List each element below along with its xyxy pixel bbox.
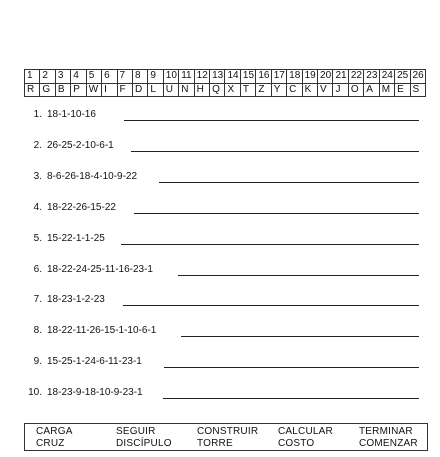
item-code: 18-23-1-2-23 xyxy=(47,294,105,305)
puzzle-item xyxy=(0,170,440,190)
key-letter: N xyxy=(179,83,194,97)
key-number: 15 xyxy=(240,70,255,84)
item-number: 9. xyxy=(33,356,42,367)
item-number: 2. xyxy=(33,140,42,151)
item-number: 1. xyxy=(33,109,42,120)
key-letter: K xyxy=(302,83,317,97)
key-letter: D xyxy=(132,83,147,97)
answer-line[interactable] xyxy=(164,367,419,368)
answer-line[interactable] xyxy=(123,305,419,306)
item-number: 10. xyxy=(28,387,42,398)
answer-line[interactable] xyxy=(134,213,419,214)
item-code: 18-1-10-16 xyxy=(47,109,96,120)
key-letter: A xyxy=(364,83,379,97)
key-number: 12 xyxy=(194,70,209,84)
key-letter: E xyxy=(395,83,410,97)
key-number: 20 xyxy=(318,70,333,84)
key-letter: G xyxy=(40,83,55,97)
puzzle-item xyxy=(0,324,440,344)
key-number: 14 xyxy=(225,70,240,84)
key-letter: B xyxy=(55,83,70,97)
key-number: 17 xyxy=(271,70,286,84)
key-number: 16 xyxy=(256,70,271,84)
word-bank xyxy=(24,423,428,451)
key-letter: H xyxy=(194,83,209,97)
item-code: 15-22-1-1-25 xyxy=(47,233,105,244)
key-number: 18 xyxy=(287,70,302,84)
answer-line[interactable] xyxy=(181,336,419,337)
key-number: 13 xyxy=(210,70,225,84)
item-number: 3. xyxy=(33,171,42,182)
answer-line[interactable] xyxy=(121,244,419,245)
word-bank-item: CRUZ xyxy=(36,438,65,449)
key-number: 7 xyxy=(117,70,132,84)
item-code: 18-22-26-15-22 xyxy=(47,202,116,213)
key-number: 8 xyxy=(132,70,147,84)
key-number: 24 xyxy=(379,70,394,84)
key-letter: Q xyxy=(210,83,225,97)
key-number: 3 xyxy=(55,70,70,84)
key-letter: X xyxy=(225,83,240,97)
puzzle-item xyxy=(0,201,440,221)
key-letter: P xyxy=(71,83,86,97)
key-letter: M xyxy=(379,83,394,97)
key-letter: Y xyxy=(271,83,286,97)
item-number: 5. xyxy=(33,233,42,244)
key-letter: W xyxy=(86,83,101,97)
word-bank-item: CONSTRUIR xyxy=(197,426,259,437)
key-letter: O xyxy=(348,83,363,97)
puzzle-item xyxy=(0,386,440,406)
item-code: 18-23-9-18-10-9-23-1 xyxy=(47,387,143,398)
word-bank-item: CARGA xyxy=(36,426,73,437)
key-number: 9 xyxy=(148,70,163,84)
answer-line[interactable] xyxy=(178,275,419,276)
key-letter: I xyxy=(102,83,117,97)
answer-line[interactable] xyxy=(163,398,419,399)
key-number: 22 xyxy=(348,70,363,84)
puzzle-item xyxy=(0,232,440,252)
item-number: 6. xyxy=(33,264,42,275)
key-number: 2 xyxy=(40,70,55,84)
key-letter: T xyxy=(240,83,255,97)
key-number: 21 xyxy=(333,70,348,84)
puzzle-item xyxy=(0,263,440,283)
key-number: 6 xyxy=(102,70,117,84)
item-number: 7. xyxy=(33,294,42,305)
item-number: 4. xyxy=(33,202,42,213)
item-code: 26-25-2-10-6-1 xyxy=(47,140,114,151)
word-bank-item: CALCULAR xyxy=(278,426,333,437)
key-number: 5 xyxy=(86,70,101,84)
puzzle-item xyxy=(0,139,440,159)
key-number: 26 xyxy=(410,70,425,84)
puzzle-item xyxy=(0,108,440,128)
key-number: 4 xyxy=(71,70,86,84)
puzzle-item xyxy=(0,293,440,313)
key-number: 1 xyxy=(25,70,40,84)
key-letter: J xyxy=(333,83,348,97)
answer-line[interactable] xyxy=(124,120,419,121)
word-bank-item: SEGUIR xyxy=(116,426,156,437)
item-code: 15-25-1-24-6-11-23-1 xyxy=(47,356,142,367)
item-number: 8. xyxy=(33,325,42,336)
word-bank-item: COMENZAR xyxy=(359,438,418,449)
key-number: 11 xyxy=(179,70,194,84)
key-letter: F xyxy=(117,83,132,97)
key-letter: C xyxy=(287,83,302,97)
key-letter: Z xyxy=(256,83,271,97)
item-code: 8-6-26-18-4-10-9-22 xyxy=(47,171,138,182)
key-number: 23 xyxy=(364,70,379,84)
answer-line[interactable] xyxy=(131,151,419,152)
key-letter: L xyxy=(148,83,163,97)
key-letter: R xyxy=(25,83,40,97)
puzzle-item xyxy=(0,355,440,375)
key-number: 10 xyxy=(163,70,178,84)
item-code: 18-22-24-25-11-16-23-1 xyxy=(47,264,153,275)
answer-line[interactable] xyxy=(159,182,419,183)
word-bank-item: DISCÍPULO xyxy=(116,438,172,449)
key-letter: S xyxy=(410,83,425,97)
item-code: 18-22-11-26-15-1-10-6-1 xyxy=(47,325,157,336)
word-bank-item: COSTO xyxy=(278,438,315,449)
word-bank-item: TORRE xyxy=(197,438,233,449)
word-bank-item: TERMINAR xyxy=(359,426,413,437)
key-letter: V xyxy=(318,83,333,97)
key-number: 19 xyxy=(302,70,317,84)
key-letter: U xyxy=(163,83,178,97)
key-number: 25 xyxy=(395,70,410,84)
